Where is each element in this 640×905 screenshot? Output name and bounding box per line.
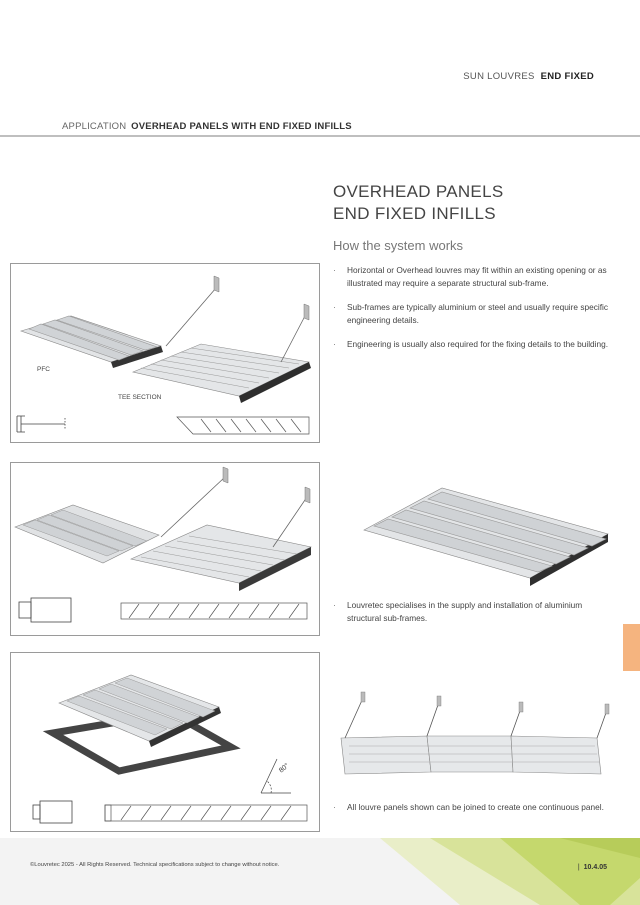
figure-pfc-tee	[10, 263, 320, 443]
page-title	[333, 181, 503, 225]
page-number-value: 10.4.05	[583, 864, 607, 871]
section-tab	[623, 624, 640, 671]
page-number: | 10.4.05	[577, 864, 607, 871]
document-header	[463, 71, 594, 82]
header-variant: END FIXED	[540, 71, 594, 82]
louvre-illustration-2	[11, 463, 319, 635]
bullet-item: · All louvre panels shown can be joined to create one continuous panel.	[333, 801, 613, 814]
angle-label: 80°	[277, 762, 291, 775]
bullet-item: · Horizontal or Overhead louvres may fit within an existing opening or as illustrated may require a separate structural sub-frame.	[333, 264, 613, 291]
pfc-label: PFC	[37, 366, 50, 373]
application-prefix: APPLICATION	[62, 121, 127, 132]
louvre-panel-illustration	[362, 480, 612, 580]
title-line-2: END FIXED INFILLS	[333, 204, 496, 223]
header-rule	[0, 135, 640, 137]
figure-frame-section	[10, 652, 320, 832]
footer-copyright: ©Louvretec 2025 - All Rights Reserved. Technical specifications subject to change without notice.	[30, 862, 280, 868]
section-subtitle: How the system works	[333, 238, 464, 253]
application-name: OVERHEAD PANELS WITH END FIXED INFILLS	[131, 121, 352, 132]
bullet-list	[333, 264, 613, 361]
bullet-item: · Engineering is usually also required for the fixing details to the building.	[333, 338, 613, 351]
footer-band	[0, 838, 640, 905]
bullet-joined	[333, 801, 613, 824]
bullet-item: · Louvretec specialises in the supply and installation of aluminium structural sub-frames.	[333, 599, 613, 626]
tee-section-label: TEE SECTION	[118, 394, 162, 401]
louvre-illustration-3	[11, 653, 319, 831]
header-series: SUN LOUVRES	[463, 71, 535, 82]
louvre-illustration-1	[11, 264, 319, 442]
bullet-item: · Sub-frames are typically aluminium or steel and usually require specific engineering details.	[333, 301, 613, 328]
title-line-1: OVERHEAD PANELS	[333, 182, 504, 201]
application-line	[62, 121, 352, 132]
bullet-subframes	[333, 599, 613, 636]
figure-box-section	[10, 462, 320, 636]
joined-panels-illustration	[335, 690, 625, 780]
